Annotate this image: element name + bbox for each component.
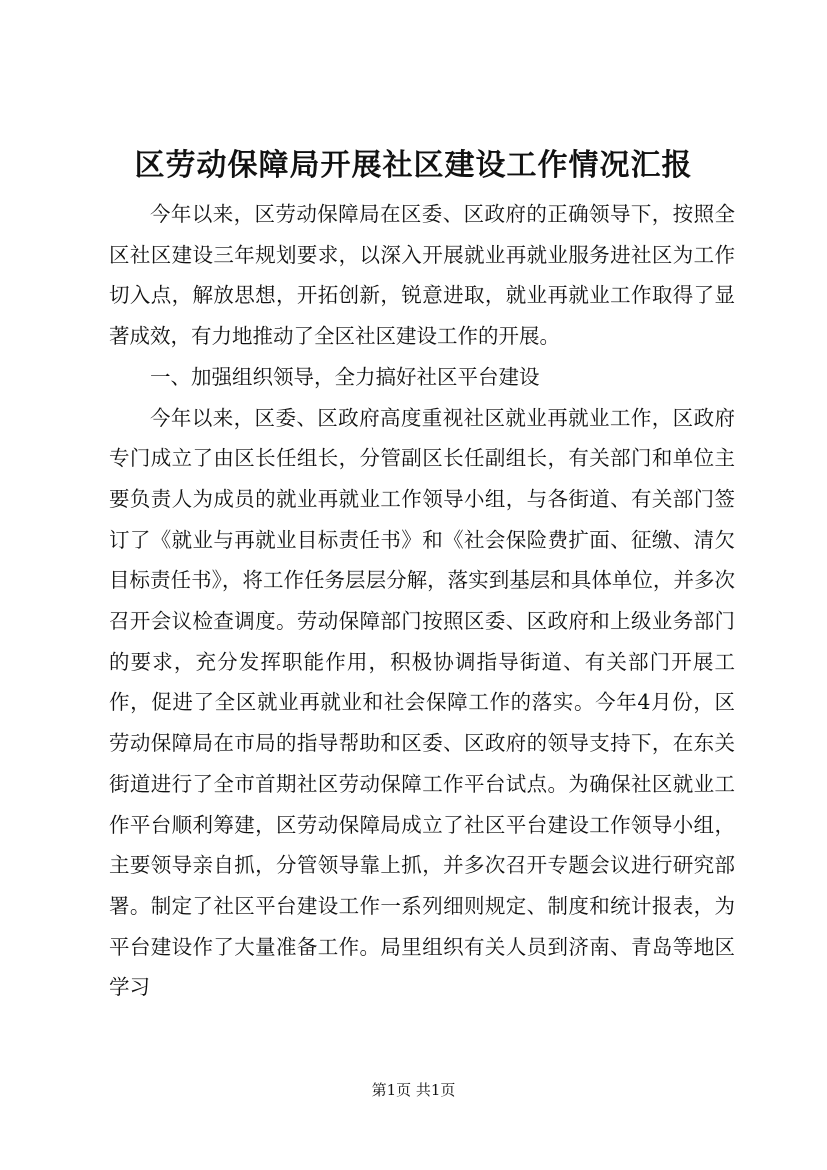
document-body bbox=[109, 194, 735, 1008]
page-number-label: 第1页 共1页 bbox=[371, 1081, 456, 1099]
intro-paragraph: 今年以来，区劳动保障局在区委、区政府的正确领导下，按照全区社区建设三年规划要求，以深入开展就业再就业服务进社区为工作切入点，解放思想，开拓创新，锐意进取，就业再就业工作取得了显著成效，有力地推动了全区社区建设工作的开展。 bbox=[109, 202, 735, 349]
section-paragraph: 今年以来，区委、区政府高度重视社区就业再就业工作，区政府专门成立了由区长任组长，分管副区长任副组长，有关部门和单位主要负责人为成员的就业再就业工作领导小组，与各街道、有关部门签订了《就业与再就业目标责任书》和《社会保险费扩面、征缴、清欠目标责任书》，将工作任务层层分解，落实到基层和具体单位，并多次召开会议检查调度。劳动保障部门按照区委、区政府和上级业务部门的要求，充分发挥职能作用，积极协调指导街道、有关部门开展工作，促进了全区就业再就业和社会保障工作的落实。今年4月份，区劳动保障局在市局的指导帮助和区委、区政府的领导支持下，在东关街道进行了全市首期社区劳动保障工作平台试点。为确保社区就业工作平台顺利筹建，区劳动保障局成立了社区平台建设工作领导小组，主要领导亲自抓，分管领导靠上抓，并多次召开专题会议进行研究部署。制定了社区平台建设工作一系列细则规定、制度和统计报表，为平台建设作了大量准备工作。局里组织有关人员到济南、青岛等地区学习 bbox=[109, 405, 735, 1000]
page-footer bbox=[0, 1080, 827, 1100]
section-heading: 一、加强组织领导，全力搞好社区平台建设 bbox=[150, 364, 540, 389]
document-title: 区劳动保障局开展社区建设工作情况汇报 bbox=[134, 148, 693, 183]
